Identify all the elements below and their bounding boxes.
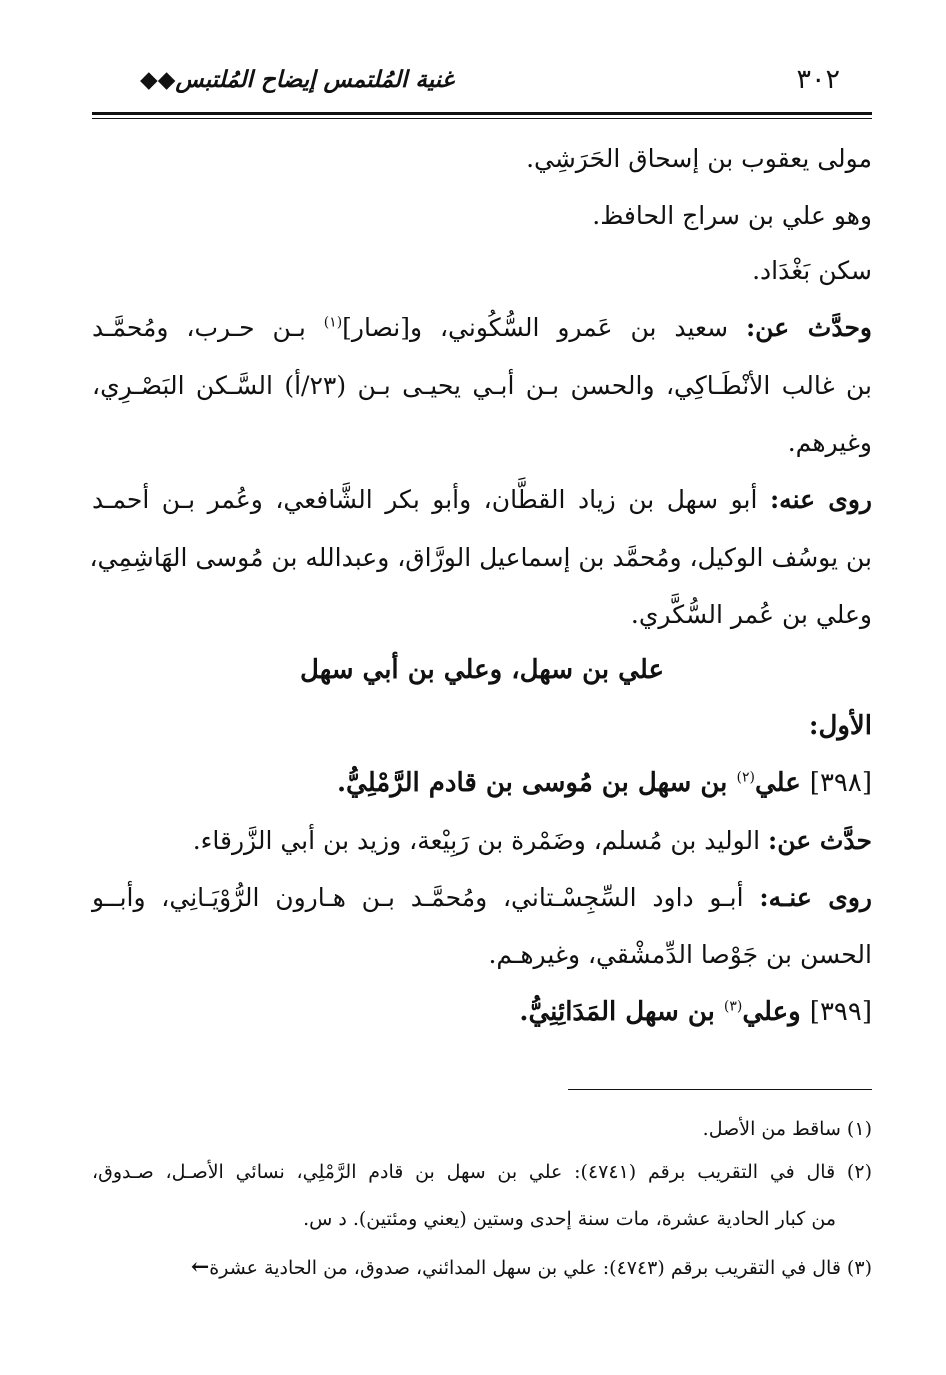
entry-399-name-b: بن سهل المَدَائِنِيُّ.: [519, 997, 724, 1027]
entry-398-narrated-from: [193, 826, 872, 855]
footnote-ref-3: (٣): [723, 998, 743, 1015]
body-line-6: وغيرهم.: [787, 428, 872, 457]
narrated-by-text: أبو سهل بن زياد القطَّان، وأبو بكر الشَّافعي، وعُمر بـن أحمـد: [92, 485, 770, 514]
narrated-from-text-a: سعيد بن عَمرو السُّكُوني، و[نصار]: [342, 313, 746, 342]
entry-398-name-a: علي: [754, 768, 810, 798]
body-line-2: وهو علي بن سراج الحافظ.: [592, 201, 872, 230]
first-label: الأول:: [808, 711, 872, 741]
header-rule-thick: [92, 112, 872, 115]
footnote-2: (٢) قال في التقريب برقم (٤٧٤١): علي بن سهل بن قادم الرَّمْلِي، نسائي الأصـل، صـدوق،: [92, 1161, 872, 1183]
body-line-8: بن يوسُف الوكيل، ومُحمَّد بن إسماعيل الورَّاق، وعبدالله بن مُوسى الهَاشِمِي،: [89, 543, 872, 572]
body-line-3: سكن بَغْدَاد.: [752, 256, 872, 285]
narrated-from-label-2: حدَّث عن:: [768, 826, 872, 855]
footnote-ref-1: (١): [323, 314, 343, 331]
running-title: غنية المُلتمس إيضاح المُلتبس◆◆: [140, 66, 454, 93]
entry-398-name-b: بن سهل بن مُوسى بن قادم الرَّمْلِيُّ.: [336, 768, 737, 798]
body-line-5: بن غالب الأنْطَـاكِي، والحسن بـن أبـي يحيـى بـن (٢٣/أ) السَّـكن البَصْـرِي،: [92, 371, 872, 400]
page-header: [92, 58, 872, 108]
narrated-from-label: وحدَّث عن:: [745, 313, 872, 342]
footnote-ref-2: (٢): [736, 769, 755, 786]
narrated-by-line: [92, 485, 872, 514]
body-line-9: وعلي بن عُمر السُّكَّري.: [630, 600, 872, 629]
continuation-arrow-icon: ←: [190, 1254, 210, 1280]
footnote-3-text: (٣) قال في التقريب برقم (٤٧٤٣): علي بن سهل المدائني، صدوق، من الحادية عشرة: [209, 1257, 872, 1279]
footnote-2-continued: من كبار الحادية عشرة، مات سنة إحدى وستين (يعني ومئتين). د س.: [303, 1208, 836, 1230]
entry-398-number: [٣٩٨]: [809, 768, 872, 798]
body-line-1: مولى يعقوب بن إسحاق الحَرَشِي.: [526, 144, 872, 173]
entry-398: [337, 768, 872, 798]
narrated-by-label: روى عنه:: [769, 485, 872, 514]
body-line-15: الحسن بن جَوْصا الدِّمشْقي، وغيرهـم.: [488, 940, 872, 969]
entry-398-narrated-by: [92, 883, 872, 912]
narrated-by-label-2: روى عنـه:: [759, 883, 872, 912]
entry-398-narrated-by-text: أبـو داود السِّجِسْـتاني، ومُحمَّـد بـن هـارون الرُّوْيَـانِي، وأبــو: [92, 883, 760, 912]
footnote-separator: [568, 1089, 872, 1090]
entry-399-name-a: وعلي: [742, 997, 810, 1027]
section-heading: علي بن سهل، وعلي بن أبي سهل: [300, 655, 664, 685]
entry-399-number: [٣٩٩]: [809, 997, 872, 1027]
footnote-1: (١) ساقط من الأصل.: [702, 1118, 872, 1140]
narrated-from-line: [92, 313, 872, 342]
header-rule-thin: [92, 118, 872, 119]
entry-399: [519, 997, 872, 1027]
entry-398-narrated-from-text: الوليد بن مُسلم، وضَمْرة بن رَبِيْعة، وزيد بن أبي الزَّرقاء.: [192, 826, 768, 855]
footnote-3: [92, 1254, 872, 1280]
narrated-from-text-b: بـن حـرب، ومُحمَّـد: [92, 313, 324, 342]
page-number: ٣٠٢: [796, 64, 840, 95]
